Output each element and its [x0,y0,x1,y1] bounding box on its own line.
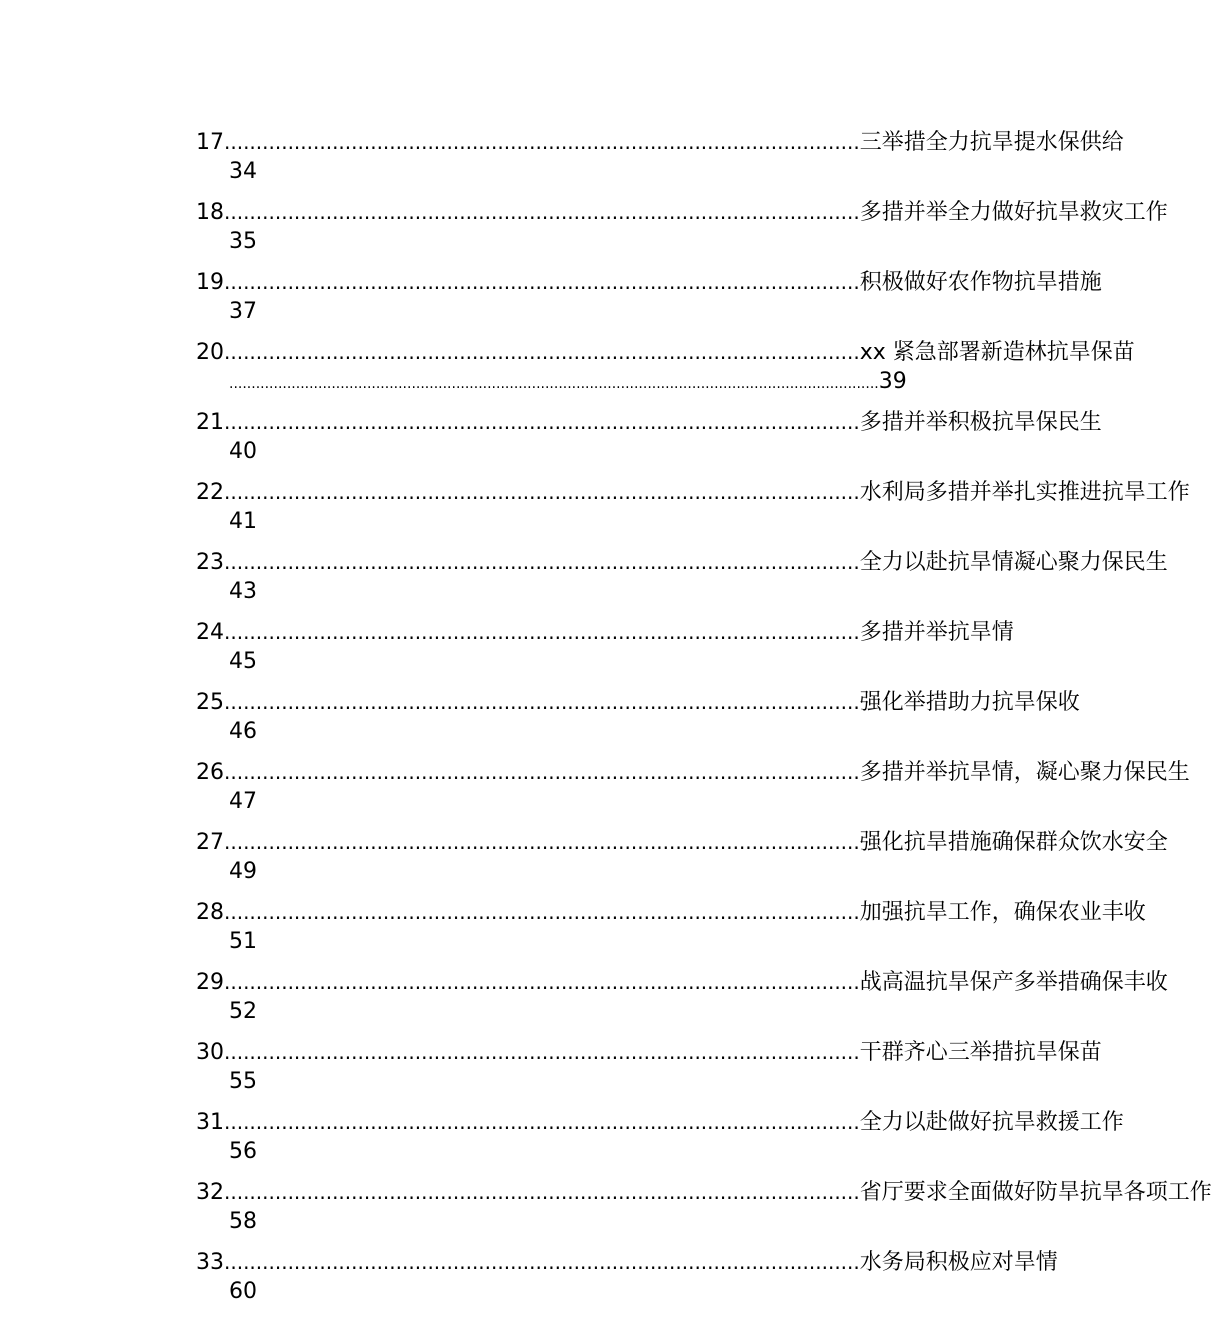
toc-entry-title: 强化举措助力抗旱保收 [859,690,1080,715]
dot-leader: .................................................................................................... [224,970,860,994]
dot-leader: .................................................................................................................................................. [229,376,879,392]
toc-entry-page: 40 [229,439,257,464]
toc-entry-number: 18 [196,200,224,225]
toc-entry-number: 24 [196,620,224,645]
toc-entry-number: 28 [196,900,224,925]
toc-entry[interactable] [196,1247,1058,1317]
toc-entry[interactable] [196,127,1124,197]
toc-entry-title: 干群齐心三举措抗旱保苗 [859,1040,1102,1065]
dot-leader: .................................................................................................... [224,550,860,574]
toc-entry-title: 加强抗旱工作，确保农业丰收 [859,900,1146,925]
toc-entry-number: 27 [196,830,224,855]
toc-entry-title: 水利局多措并举扎实推进抗旱工作 [859,480,1190,505]
toc-entry-page: 46 [229,719,257,744]
dot-leader: .................................................................................................... [224,620,860,644]
toc-entry-title: 全力以赴做好抗旱救援工作 [859,1110,1124,1135]
toc-entry-title: 省厅要求全面做好防旱抗旱各项工作 [859,1180,1212,1205]
toc-entry-title: 多措并举抗旱情 [859,620,1014,645]
toc-entry[interactable] [196,1037,1102,1107]
dot-leader: .................................................................................................... [224,270,860,294]
toc-entry[interactable] [196,967,1168,1037]
dot-leader: .................................................................................................... [224,1040,860,1064]
toc-entry-page: 51 [229,929,257,954]
toc-entry[interactable] [196,1107,1124,1177]
toc-entry-title: 水务局积极应对旱情 [859,1250,1058,1275]
dot-leader: .................................................................................................... [224,1250,860,1274]
toc-entry-title: 多措并举全力做好抗旱救灾工作 [859,200,1168,225]
dot-leader: .................................................................................................... [224,900,860,924]
toc-entry-title: 战高温抗旱保产多举措确保丰收 [859,970,1168,995]
toc-entry-number: 25 [196,690,224,715]
toc-entry-title: xx 紧急部署新造林抗旱保苗 [859,340,1135,365]
toc-entry-title: 多措并举抗旱情，凝心聚力保民生 [859,760,1190,785]
toc-entry-number: 31 [196,1110,224,1135]
toc-entry[interactable] [196,337,1135,407]
toc-entry[interactable] [196,547,1168,617]
toc-entry[interactable] [196,827,1168,897]
toc-entry-page: 47 [229,789,257,814]
toc-entry-page: 60 [229,1279,257,1304]
toc-entry-page: 56 [229,1139,257,1164]
dot-leader: .................................................................................................... [224,690,860,714]
toc-entry-title: 强化抗旱措施确保群众饮水安全 [859,830,1168,855]
toc-entry-title: 三举措全力抗旱提水保供给 [859,130,1124,155]
toc-entry-page: 45 [229,649,257,674]
toc-entry-page: 41 [229,509,257,534]
toc-entry-number: 21 [196,410,224,435]
toc-entry-number: 23 [196,550,224,575]
dot-leader: .................................................................................................... [224,410,860,434]
toc-entry-number: 26 [196,760,224,785]
toc-entry-number: 17 [196,130,224,155]
toc-entry-title: 多措并举积极抗旱保民生 [859,410,1102,435]
toc-entry-page: 39 [878,369,907,394]
toc-entry-page: 49 [229,859,257,884]
toc-entry[interactable] [196,897,1146,967]
toc-entry-number: 19 [196,270,224,295]
toc-entry[interactable] [196,267,1102,337]
toc-entry-page: 43 [229,579,257,604]
toc-entry[interactable] [196,477,1190,547]
dot-leader: .................................................................................................... [224,480,860,504]
toc-entry-page: 58 [229,1209,257,1234]
toc-entry-page: 34 [229,159,257,184]
toc-entry-number: 20 [196,340,224,365]
toc-entry-page: 35 [229,229,257,254]
toc-entry[interactable] [196,687,1080,757]
toc-entry-page: 55 [229,1069,257,1094]
toc-entry-number: 33 [196,1250,224,1275]
toc-entry-page: 37 [229,299,257,324]
toc-entry-title: 积极做好农作物抗旱措施 [859,270,1102,295]
toc-entry[interactable] [196,197,1168,267]
toc-entry-number: 30 [196,1040,224,1065]
dot-leader: .................................................................................................... [224,200,860,224]
dot-leader: .................................................................................................... [224,760,860,784]
toc-entry-number: 32 [196,1180,224,1205]
toc-entry-title: 全力以赴抗旱情凝心聚力保民生 [859,550,1168,575]
dot-leader: .................................................................................................... [224,340,860,364]
table-of-contents [196,127,1212,1317]
toc-entry-number: 22 [196,480,224,505]
toc-entry[interactable] [196,407,1102,477]
dot-leader: .................................................................................................... [224,830,860,854]
dot-leader: .................................................................................................... [224,130,860,154]
toc-entry[interactable] [196,757,1190,827]
dot-leader: .................................................................................................... [224,1110,860,1134]
toc-entry[interactable] [196,617,1014,687]
toc-entry-number: 29 [196,970,224,995]
toc-entry-page: 52 [229,999,257,1024]
dot-leader: .................................................................................................... [224,1180,860,1204]
toc-entry[interactable] [196,1177,1212,1247]
